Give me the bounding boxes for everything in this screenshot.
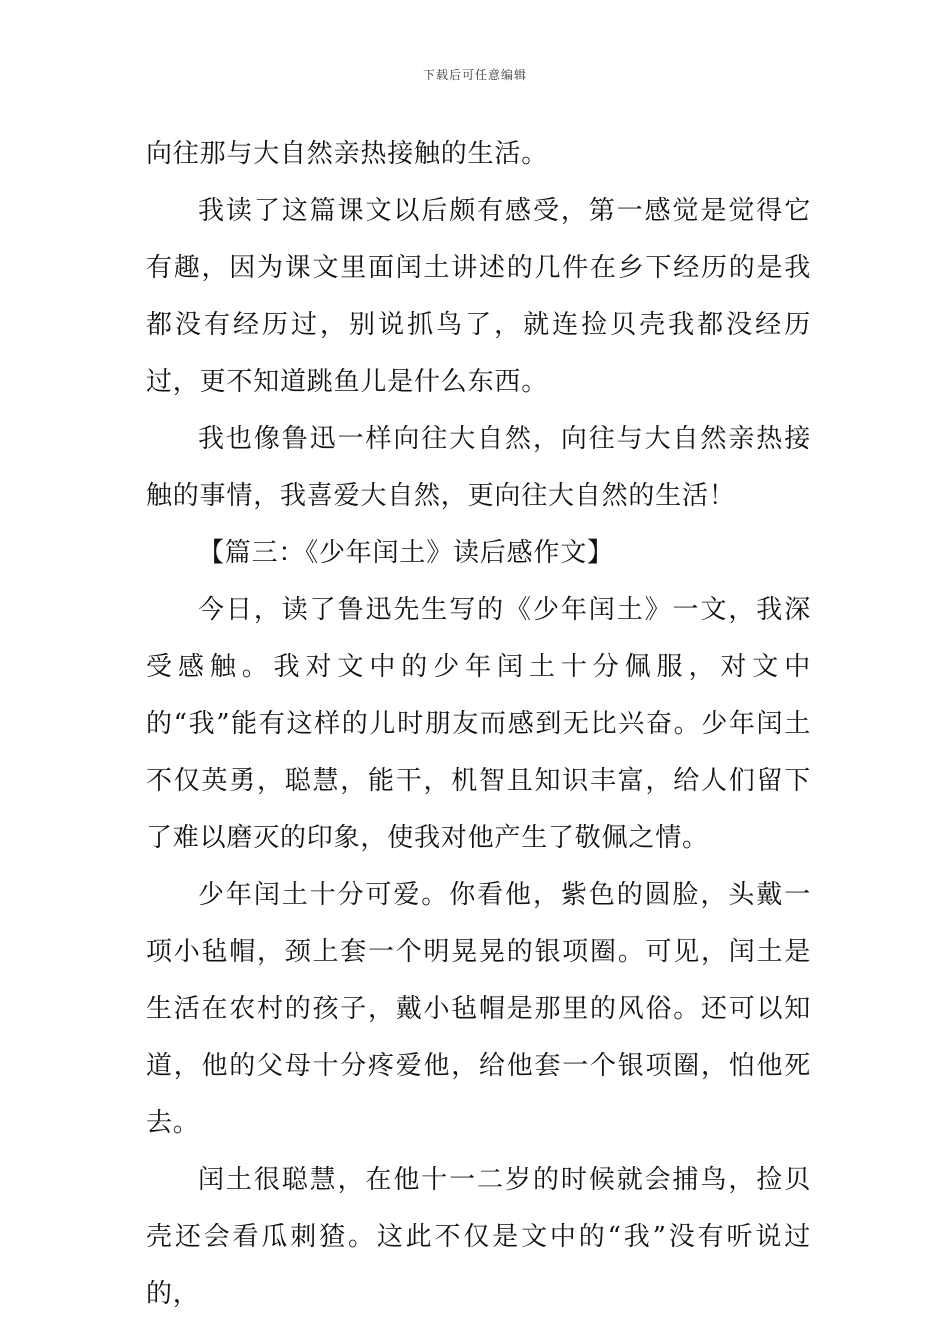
section-heading: 【篇三：《少年闰土》读后感作文】 — [198, 538, 614, 568]
paragraph-love-nature: 我也像鲁迅一样向往大自然，向往与大自然亲热接触的事情，我喜爱大自然，更向往大自然的生活！ — [146, 424, 811, 511]
paragraph-continuation: 向往那与大自然亲热接触的生活。 — [146, 139, 549, 169]
page-header-note: 下载后可任意编辑 — [422, 68, 527, 82]
paragraph-runtu-clever: 闰土很聪慧，在他十一二岁的时候就会捕鸟，捡贝壳还会看瓜刺猹。这此不仅是文中的“我”没有听说过的， — [146, 1165, 811, 1309]
paragraph-reading-feelings: 我读了这篇课文以后颇有感受，第一感觉是觉得它有趣，因为课文里面闰土讲述的几件在乡下经历的是我都没有经历过，别说抓鸟了，就连捡贝壳我都没经历过，更不知道跳鱼儿是什么东西。 — [146, 196, 811, 397]
paragraph-intro-runtu: 今日，读了鲁迅先生写的《少年闰土》一文，我深受感触。我对文中的少年闰土十分佩服，对文中的“我”能有这样的儿时朋友而感到无比兴奋。少年闰土不仅英勇，聪慧，能干，机智且知识丰富，给人们留下了难以磨灭的印象，使我对他产生了敬佩之情。 — [146, 595, 811, 853]
paragraph-runtu-cute: 少年闰土十分可爱。你看他，紫色的圆脸，头戴一项小毡帽，颈上套一个明晃晃的银项圈。可见，闰土是生活在农村的孩子，戴小毡帽是那里的风俗。还可以知道，他的父母十分疼爱他，给他套一个银项圈，怕他死去。 — [146, 880, 811, 1138]
document-body — [146, 126, 811, 1323]
